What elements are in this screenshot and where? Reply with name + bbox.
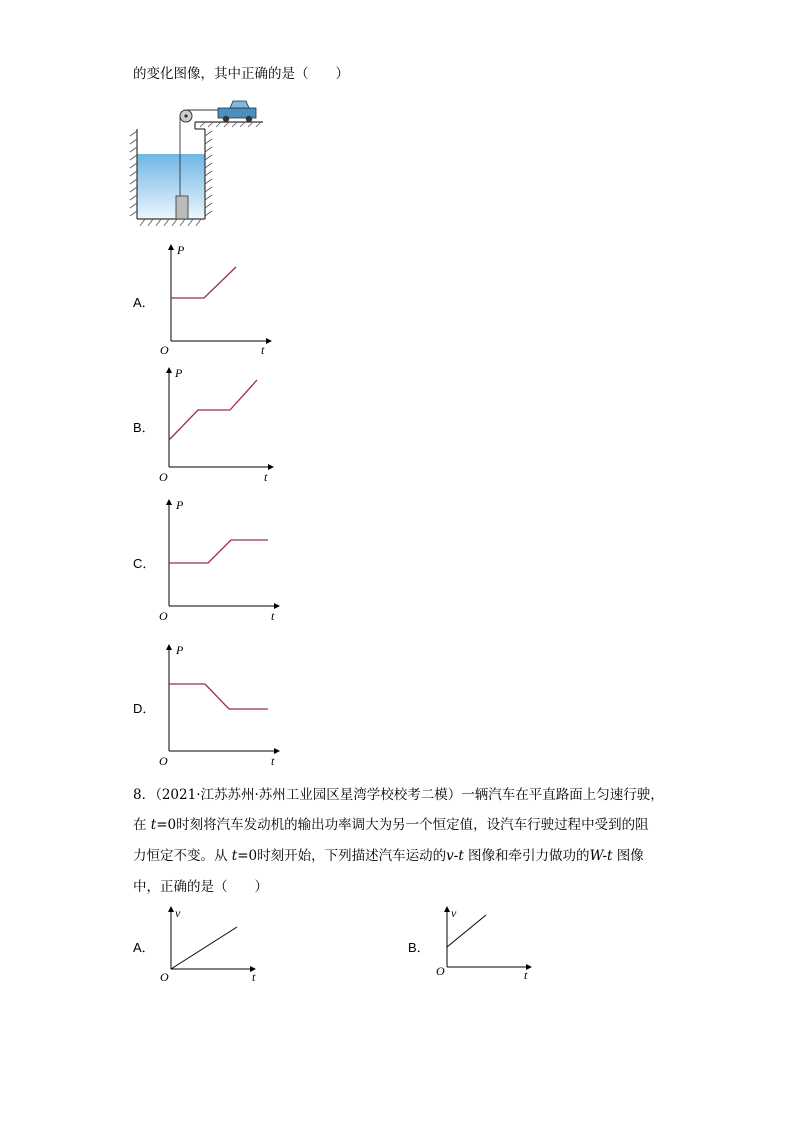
y-axis-label: v	[451, 906, 457, 920]
velocity-line	[171, 927, 237, 969]
option-b-graph	[153, 363, 283, 485]
q8-line-3: 力恒定不变。从 t=0时刻开始，下列描述汽车运动的v-t 图像和牵引力做功的W-t 图像	[133, 848, 644, 864]
origin-label: O	[436, 964, 445, 978]
q8-option-b-graph	[431, 903, 541, 985]
q8-line-1: 8．（2021·江苏苏州·苏州工业园区星湾学校校考二模）一辆汽车在平直路面上匀速行驶，	[133, 787, 664, 803]
y-axis-label: P	[175, 366, 183, 380]
power-curve	[169, 380, 257, 440]
x-axis-label: t	[271, 754, 275, 768]
q8-line-2: 在 t=0时刻将汽车发动机的输出功率调大为另一个恒定值，设汽车行驶过程中受到的阻	[133, 817, 649, 833]
y-axis-label: P	[176, 643, 184, 657]
truck-icon	[218, 101, 256, 122]
y-axis-label: v	[175, 906, 181, 920]
q8-option-b-label[interactable]: B．	[408, 940, 430, 955]
option-a-graph	[155, 240, 280, 358]
well-truck-illustration	[120, 96, 270, 226]
water-body	[137, 154, 205, 218]
option-c-graph	[153, 495, 288, 623]
q8-line-4: 中，正确的是（ ）	[133, 879, 268, 895]
power-curve	[169, 540, 268, 563]
origin-label: O	[159, 754, 168, 768]
power-curve	[169, 684, 268, 709]
x-axis-label: t	[524, 968, 528, 982]
origin-label: O	[159, 609, 168, 623]
option-a-label[interactable]: A．	[133, 295, 155, 310]
q8-option-a-label[interactable]: A．	[133, 940, 155, 955]
x-axis-label: t	[261, 343, 265, 357]
origin-label: O	[160, 970, 169, 984]
option-d-graph	[153, 640, 288, 768]
option-b-label[interactable]: B．	[133, 420, 155, 435]
question-stem-line: 的变化图像，其中正确的是（ ）	[133, 66, 349, 82]
option-c-label[interactable]: C．	[133, 556, 156, 571]
submerged-block	[176, 196, 188, 219]
x-axis-label: t	[271, 609, 275, 623]
origin-label: O	[160, 343, 169, 357]
option-d-label[interactable]: D．	[133, 701, 156, 716]
origin-label: O	[159, 470, 168, 484]
y-axis-label: P	[177, 243, 185, 257]
y-axis-label: P	[176, 498, 184, 512]
power-curve	[171, 267, 236, 298]
x-axis-label: t	[264, 470, 268, 484]
x-axis-label: t	[252, 970, 256, 984]
q8-option-a-graph	[155, 903, 265, 985]
